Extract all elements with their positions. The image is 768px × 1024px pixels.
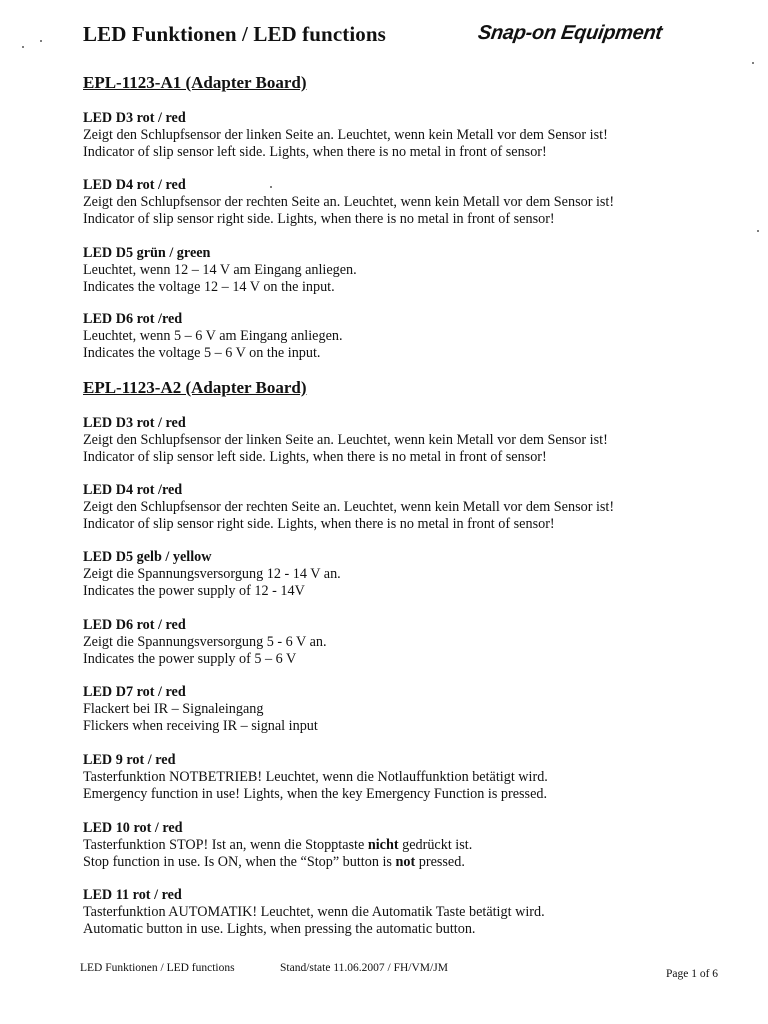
led-heading: LED D5 gelb / yellow (83, 549, 212, 565)
led-block-a2-led10 (83, 820, 723, 871)
led-block-a1-d6 (83, 311, 723, 362)
led-heading: LED D3 rot / red (83, 415, 186, 431)
led-text-en: Indicates the power supply of 12 - 14V (83, 583, 305, 599)
led-text-de: Zeigt die Spannungsversorgung 5 - 6 V an. (83, 634, 327, 650)
led-block-a1-d3 (83, 110, 723, 161)
led-text-de: Leuchtet, wenn 5 – 6 V am Eingang anliegen. (83, 328, 343, 344)
led-heading: LED 10 rot / red (83, 820, 183, 836)
scan-speck (752, 62, 754, 64)
led-text-en-part: pressed. (415, 854, 465, 870)
scan-speck (40, 40, 42, 42)
led-heading: LED 9 rot / red (83, 752, 176, 768)
led-text-en: Indicates the voltage 5 – 6 V on the input. (83, 345, 321, 361)
led-text-de-part: Tasterfunktion STOP! Ist an, wenn die Stopptaste (83, 837, 368, 853)
scan-speck (22, 46, 24, 48)
led-text-en: Indicator of slip sensor right side. Lights, when there is no metal in front of sensor! (83, 516, 555, 532)
led-text-en: Indicator of slip sensor right side. Lights, when there is no metal in front of sensor! (83, 211, 555, 227)
led-text-de-part: gedrückt ist. (398, 837, 473, 853)
led-heading: LED D4 rot / red (83, 177, 186, 193)
led-text-de: Leuchtet, wenn 12 – 14 V am Eingang anliegen. (83, 262, 357, 278)
led-block-a2-d3 (83, 415, 723, 466)
led-block-a2-d5 (83, 549, 723, 600)
led-block-a2-d6 (83, 617, 723, 668)
led-text-de: Flackert bei IR – Signaleingang (83, 701, 264, 717)
led-heading: LED D3 rot / red (83, 110, 186, 126)
emphasis-nicht: nicht (367, 837, 399, 853)
footer-page-number: Page 1 of 6 (666, 968, 719, 980)
board-a2-title: EPL-1123-A2 (Adapter Board) (83, 378, 307, 397)
led-block-a1-d4 (83, 177, 723, 228)
footer-state: Stand/state 11.06.2007 / FH/VM/JM (280, 962, 448, 974)
led-text-en-part: Stop function in use. Is ON, when the “Stop” button is (83, 854, 396, 870)
scan-speck (270, 186, 272, 188)
led-text-en: Emergency function in use! Lights, when the key Emergency Function is pressed. (83, 786, 548, 802)
scan-speck (757, 230, 759, 232)
page-title: LED Funktionen / LED functions (83, 22, 386, 46)
led-text-en: Indicator of slip sensor left side. Lights, when there is no metal in front of sensor! (83, 144, 547, 160)
led-heading: LED D5 grün / green (83, 245, 211, 261)
led-text-en: Automatic button in use. Lights, when pressing the automatic button. (83, 921, 476, 937)
led-block-a2-led11 (83, 887, 723, 938)
led-block-a2-d4 (83, 482, 723, 533)
led-text-de: Tasterfunktion AUTOMATIK! Leuchtet, wenn die Automatik Taste betätigt wird. (83, 904, 545, 920)
led-text-de: Zeigt den Schlupfsensor der linken Seite an. Leuchtet, wenn kein Metall vor dem Sensor ist! (83, 432, 608, 448)
brand-logo: Snap-on Equipment (476, 22, 664, 44)
led-text-en (83, 854, 723, 871)
emphasis-not: not (395, 854, 416, 870)
led-block-a1-d5 (83, 245, 723, 296)
led-text-en: Indicates the voltage 12 – 14 V on the input. (83, 279, 335, 295)
led-text-en: Flickers when receiving IR – signal input (83, 718, 318, 734)
led-text-de: Tasterfunktion NOTBETRIEB! Leuchtet, wenn die Notlauffunktion betätigt wird. (83, 769, 548, 785)
led-text-en: Indicator of slip sensor left side. Lights, when there is no metal in front of sensor! (83, 449, 547, 465)
led-text-en: Indicates the power supply of 5 – 6 V (83, 651, 297, 667)
led-text-de: Zeigt den Schlupfsensor der rechten Seite an. Leuchtet, wenn kein Metall vor dem Sensor ist! (83, 194, 615, 210)
led-heading: LED D6 rot /red (83, 311, 183, 327)
led-text-de: Zeigt den Schlupfsensor der linken Seite an. Leuchtet, wenn kein Metall vor dem Sensor ist! (83, 127, 608, 143)
led-heading: LED D4 rot /red (83, 482, 183, 498)
led-block-a2-led9 (83, 752, 723, 803)
led-heading: LED D6 rot / red (83, 617, 186, 633)
led-text-de (83, 837, 723, 854)
led-text-de: Zeigt die Spannungsversorgung 12 - 14 V an. (83, 566, 341, 582)
board-a1-title: EPL-1123-A1 (Adapter Board) (83, 73, 307, 92)
led-text-de: Zeigt den Schlupfsensor der rechten Seite an. Leuchtet, wenn kein Metall vor dem Sensor ist! (83, 499, 615, 515)
led-heading: LED 11 rot / red (83, 887, 182, 903)
led-block-a2-d7 (83, 684, 723, 735)
led-heading: LED D7 rot / red (83, 684, 186, 700)
footer-document-title: LED Funktionen / LED functions (80, 962, 235, 974)
